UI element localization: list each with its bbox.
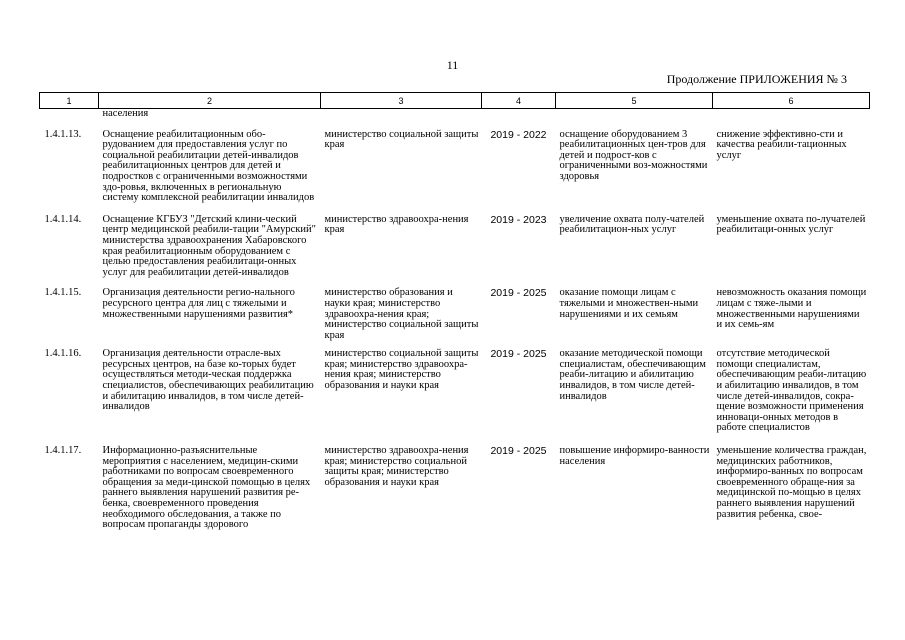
table-row [40, 130, 870, 215]
table-row [40, 215, 870, 289]
executor: министерство социальной защиты края [324, 128, 479, 151]
measure-name: Оснащение КГБУЗ "Детский клини-ческий центр медицинской реабили-тации "Амурский" министерства здравоохранения Хабаровского края реабилитационным оборудованием с целью предоставления реабилитаци-онных услуг для реабилитации детей-инвалидов [102, 213, 316, 278]
header-col-6: 6 [713, 93, 870, 109]
consequence: уменьшение количества граждан, медицинских работников, информиро-ванных по вопросам своевременного обраще-ния за медицинской по-мощью в целях раннего выявления нарушений развития ребенка, свое- [716, 445, 867, 520]
executor: министерство образования и науки края; министерство здравоохра-нения края; министерство социальной защиты края [324, 287, 479, 341]
expected-result: увеличение охвата полу-чателей реабилитацион-ных услуг [559, 213, 705, 236]
header-col-5: 5 [556, 93, 713, 109]
consequence: невозможность оказания помощи лицам с тяже-лыми и множественными нарушениями и их семь-ям [716, 287, 867, 331]
implementation-years: 2019 - 2023 [490, 213, 547, 226]
appendix-title: Продолжение ПРИЛОЖЕНИЯ № 3 [666, 72, 847, 86]
header-col-2: 2 [99, 93, 321, 109]
header-col-4: 4 [482, 93, 556, 109]
measure-name: Информационно-разъяснительные мероприятия с населением, медицин-скими работниками по вопросам своевременного обращения за меди-цинской помощью в целях раннего выявления нарушений развития ре-бенка, своевременного проведения необходимого обследования, а также по вопросам пропаганды здорового [102, 445, 311, 531]
row-number: 1.4.1.17. [44, 445, 82, 457]
page-number: 11 [446, 58, 459, 72]
measure-name: Организация деятельности регио-нального ресурсного центра для лиц с тяжелыми и множественными нарушениями развития* [102, 287, 295, 320]
header-col-1: 1 [40, 93, 99, 109]
row-number: 1.4.1.15. [44, 287, 82, 299]
measure-name: Организация деятельности отрасле-вых ресурсных центров, на базе ко-торых будет осуществляться методи-ческая поддержка специалистов, обеспечивающих реабилитацию и абилитацию инвалидов, в том числе детей-инвалидов [102, 348, 314, 413]
implementation-years: 2019 - 2025 [490, 348, 547, 361]
row-number: 1.4.1.13. [44, 128, 82, 140]
implementation-years: 2019 - 2025 [490, 287, 547, 300]
executor: министерство здравоохра-нения края; министерство социальной защиты края; министерство образования и науки края [324, 445, 469, 488]
continuation-text: населения [102, 108, 149, 119]
table-header-row [40, 93, 870, 109]
expected-result: повышение информиро-ванности населения [559, 445, 710, 467]
expected-result: оснащение оборудованием 3 реабилитационных цен-тров для детей и подрост-ков с ограниченными воз-можностями здоровья [559, 128, 708, 182]
implementation-years: 2019 - 2025 [490, 445, 547, 458]
measure-name: Оснащение реабилитационным обо-рудованием для предоставления услуг по социальной реабилитации детей-инвалидов реабилитационных центров для детей и подростков с ограниченными возможностями здо-ровья, включенных в региональную систему комплексной реабилитации инвалидов [102, 128, 315, 204]
executor: министерство здравоохра-нения края [324, 213, 469, 236]
executor: министерство социальной защиты края; министерство здравоохра-нения края; министерство образования и науки края [324, 348, 479, 392]
table-row [40, 288, 870, 349]
consequence: отсутствие методической помощи специалистам, обеспечивающим реаби-литацию и абилитацию инвалидов, в том числе детей-инвалидов, сокра-щение возможности применения инноваци-онных методов в работе специалистов [716, 348, 867, 434]
row-number: 1.4.1.16. [44, 348, 82, 360]
consequence: снижение эффективно-сти и качества реабили-тационных услуг [716, 128, 847, 161]
table-row [40, 349, 870, 446]
expected-result: оказание помощи лицам с тяжелыми и множествен-ными нарушениями и их семьям [559, 287, 699, 320]
row-number: 1.4.1.14. [44, 213, 82, 225]
implementation-years: 2019 - 2022 [490, 128, 547, 141]
header-col-3: 3 [321, 93, 482, 109]
program-measures-table [39, 92, 870, 531]
expected-result: оказание методической помощи специалистам, обеспечивающим реаби-литацию и абилитацию инвалидов, в том числе детей-инвалидов [559, 348, 706, 402]
continuation-row [40, 109, 870, 130]
consequence: уменьшение охвата по-лучателей реабилитаци-онных услуг [716, 213, 866, 236]
table-row [40, 446, 870, 531]
